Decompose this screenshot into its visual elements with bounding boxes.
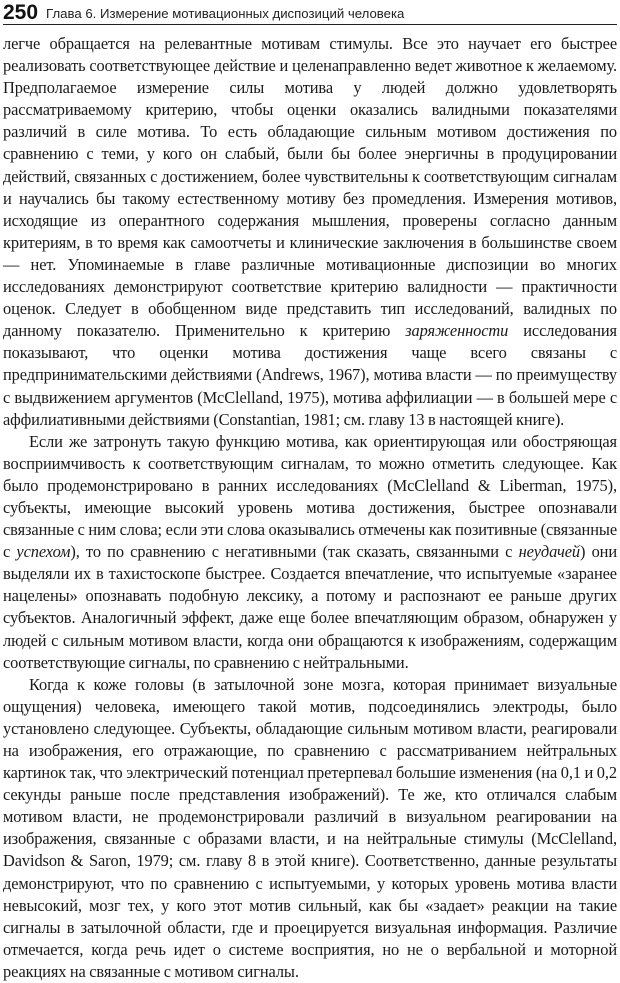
paragraph [3,431,617,674]
body-text [3,33,617,983]
paragraph-text: ) они выделяли их в тахистоскопе быстрее. Создается впечатление, что испытуемые «заранее нацелены» опознавать подобную лексику, а потому и распознают ее раньше других субъектов. Аналогичный эффект, даже еще более впечатляющим образом, обнаружен у людей с сильным мотивом власти, когда они обращаются к изображениям, содержащим соответствующие сигналы, по сравнению с нейтральными. [3,542,618,672]
running-head [3,0,617,25]
page-number: 250 [3,1,39,24]
emphasized-text: успехом [16,542,71,562]
paragraph-text: исследования показывают, что оценки мотива достижения чаще всего связаны с предпринимательскими действиями (Andrews, 1967), мотива власти — по преимуществу с выдвижением аргументов (McClelland, 1975), мотива аффилиации — в большей мере с аффилиативными действиями (Constantian, 1981; см. главу 13 в настоящей книге). [3,321,617,429]
paragraph-text: Когда к коже головы (в затылочной зоне мозга, которая принимает визуальные ощущения) человека, имеющего такой мотив, подсоединялись электроды, было установлено следующее. Субъекты, обладающие сильным мотивом власти, реагировали на изображения, его отражающие, по сравнению с рассматриванием нейтральных картинок так, что электрический потенциал претерпевал большие изменения (на 0,1 и 0,2 секунды раньше после представления изображений). Те же, кто отличался слабым мотивом власти, не продемонстрировали различий в визуальном реагировании на изображения, связанные с образами власти, и на нейтральные стимулы (McClelland, Davidson & Saron, 1979; см. главу 8 в этой книге). Соответственно, данные результаты демонстрируют, что по сравнению с испытуемыми, у которых уровень мотива власти невысокий, мозг тех, у кого этот мотив сильный, как бы «задает» реакции на такие сигналы в затылочной области, где и проецируется визуальная информация. Различие отмечается, когда речь идет о системе восприятия, но не о вербальной и моторной реакциях на связанные с мотивом сигналы. [3,674,617,981]
chapter-title: Глава 6. Измерение мотивационных диспозиций человека [46,6,405,21]
paragraph-text: Если же затронуть такую функцию мотива, как ориентирующая или обостряющая восприимчивость к соответствующим сигналам, то можно отметить следующее. Как было продемонстрировано в ранних исследованиях (McClelland & Liberman, 1975), субъекты, имеющие высокий уровень мотива достижения, быстрее опознавали связанные с ним слова; если эти слова оказывались отмечены как позитивные (связанные с [3,431,617,562]
paragraph-text: ), то по сравнению с негативными (так сказать, связанными с [70,542,519,562]
emphasized-text: заряженности [405,321,509,341]
paragraph [3,33,617,431]
paragraph-text: легче обращается на релевантные мотивам стимулы. Все это научает его быстрее реализовать соответствующее действие и целенаправленно ведет животное к желаемому. Предполагаемое измерение силы мотива у людей должно удовлетворять рассматриваемому критерию, чтобы оценки оказались валидными показателями различий в силе мотива. То есть обладающие сильным мотивом достижения по сравнению с теми, у кого он слабый, были бы более энергичны в продуцировании действий, связанных с достижением, более чувствительны к соответствующим сигналам и научались бы такому естественному мотиву без промедления. Измерения мотивов, исходящие из оперантного содержания мышления, проверены согласно данным критериям, в то время как самоотчеты и клинические заключения в большинстве своем — нет. Упоминаемые в главе различные мотивационные диспозиции во многих исследованиях демонстрируют соответствие критерию валидности — практичности оценок. Следует в обобщенном виде представить тип исследований, валидных по данному показателю. Применительно к критерию [3,34,617,341]
emphasized-text: неудачей [518,542,580,562]
paragraph [3,674,617,983]
